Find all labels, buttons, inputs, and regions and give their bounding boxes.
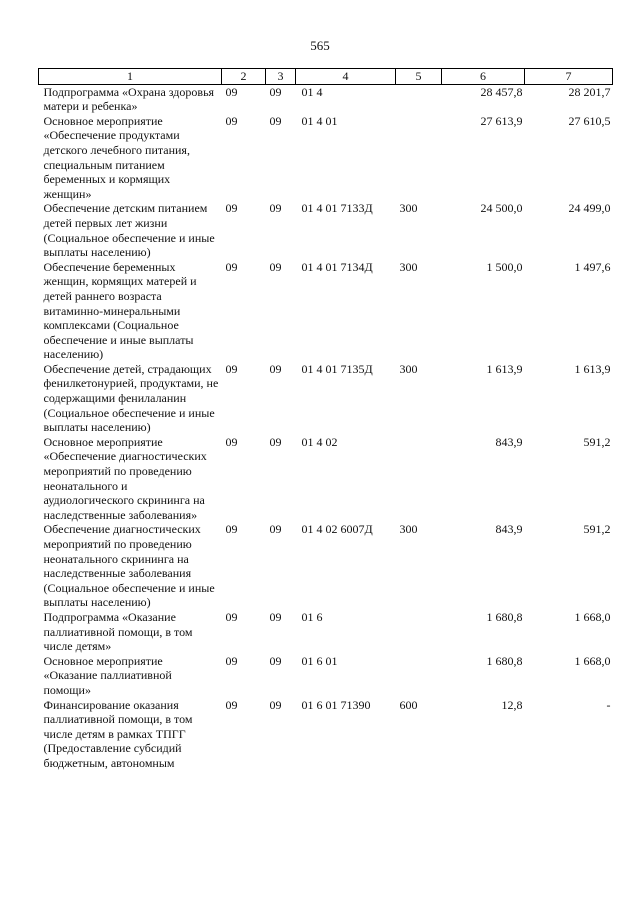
row-expense-type [396, 654, 442, 698]
row-subsection: 09 [269, 653, 282, 668]
row-name: Обеспечение детским питанием детей первых лет жизни (Социальное обеспечение и иные выплаты населению) [43, 201, 215, 260]
row-section: 09 [225, 361, 238, 376]
row-actual-amount: 24 499,0 [568, 201, 611, 216]
row-planned-amount: 843,9 [495, 434, 523, 449]
table-row [39, 435, 613, 523]
row-subsection: 09 [269, 434, 282, 449]
table-row [39, 654, 613, 698]
table-header-row [39, 69, 613, 85]
row-expense-type [396, 84, 442, 114]
row-name: Обеспечение диагностических мероприятий по проведению неонатального скрининга на наследственные заболевания (Социальное обеспечение и иные выплаты населению) [43, 522, 215, 610]
row-expense-type: 300 [399, 201, 418, 216]
row-subsection: 09 [269, 609, 282, 624]
row-target-code: 01 4 01 7134Д [301, 259, 373, 274]
row-planned-amount: 843,9 [495, 522, 523, 537]
table-row [39, 201, 613, 259]
row-subsection: 09 [269, 201, 282, 216]
budget-table [38, 68, 613, 771]
row-name: Подпрограмма «Охрана здоровья матери и ребенка» [43, 84, 215, 114]
row-actual-amount: 1 497,6 [574, 259, 611, 274]
row-section: 09 [225, 201, 238, 216]
row-planned-amount: 12,8 [501, 697, 523, 712]
page-number: 565 [310, 38, 330, 53]
row-actual-amount: 591,2 [583, 522, 611, 537]
header-col-7: 7 [525, 69, 613, 85]
table-row [39, 84, 613, 114]
row-expense-type [396, 435, 442, 523]
row-section: 09 [225, 259, 238, 274]
row-subsection: 09 [269, 259, 282, 274]
row-target-code: 01 6 01 71390 [301, 697, 371, 712]
row-expense-type: 300 [399, 259, 418, 274]
row-expense-type [396, 114, 442, 202]
row-actual-amount: 1 668,0 [574, 653, 611, 668]
row-planned-amount: 24 500,0 [480, 201, 523, 216]
table-row [39, 610, 613, 654]
row-target-code: 01 4 02 [301, 434, 338, 449]
row-planned-amount: 28 457,8 [480, 84, 523, 99]
row-actual-amount: 28 201,7 [568, 84, 611, 99]
row-actual-amount: - [606, 697, 611, 712]
header-col-5: 5 [396, 69, 442, 85]
row-subsection: 09 [269, 113, 282, 128]
table-row [39, 114, 613, 202]
row-target-code: 01 6 01 [301, 653, 338, 668]
row-expense-type: 600 [399, 697, 418, 712]
row-name: Обеспечение беременных женщин, кормящих матерей и детей раннего возраста витаминно-минеральными комплексами (Социальное обеспечение и иные выплаты населению) [43, 259, 197, 362]
table-row [39, 260, 613, 362]
row-section: 09 [225, 609, 238, 624]
table-row [39, 362, 613, 435]
row-name: Основное мероприятие «Обеспечение диагностических мероприятий по проведению неонатального и аудиологического скрининга на наследственные заболевания» [43, 434, 207, 522]
row-name: Финансирование оказания паллиативной помощи, в том числе детям в рамках ТПГГ (Предоставление субсидий бюджетным, автономным [43, 697, 193, 770]
row-target-code: 01 6 [301, 609, 323, 624]
row-section: 09 [225, 697, 238, 712]
row-expense-type: 300 [399, 522, 418, 537]
row-name: Обеспечение детей, страдающих фенилкетонурией, продуктами, не содержащими фенилаланин (Социальное обеспечение и иные выплаты населению) [43, 361, 219, 435]
row-target-code: 01 4 [301, 84, 323, 99]
row-section: 09 [225, 84, 238, 99]
table-row [39, 698, 613, 771]
header-col-3: 3 [266, 69, 296, 85]
row-subsection: 09 [269, 697, 282, 712]
row-planned-amount: 1 680,8 [486, 653, 523, 668]
row-section: 09 [225, 653, 238, 668]
row-target-code: 01 4 01 7133Д [301, 201, 373, 216]
row-subsection: 09 [269, 361, 282, 376]
header-col-6: 6 [442, 69, 525, 85]
row-name: Основное мероприятие «Оказание паллиативной помощи» [43, 653, 172, 697]
row-planned-amount: 1 500,0 [486, 259, 523, 274]
row-target-code: 01 4 01 [301, 113, 338, 128]
row-section: 09 [225, 113, 238, 128]
row-target-code: 01 4 01 7135Д [301, 361, 373, 376]
row-planned-amount: 27 613,9 [480, 113, 523, 128]
header-col-1: 1 [39, 69, 222, 85]
row-subsection: 09 [269, 84, 282, 99]
header-col-4: 4 [296, 69, 396, 85]
row-name: Подпрограмма «Оказание паллиативной помощи, в том числе детям» [43, 609, 193, 654]
header-col-2: 2 [222, 69, 266, 85]
row-subsection: 09 [269, 522, 282, 537]
row-actual-amount: 1 613,9 [574, 361, 611, 376]
row-actual-amount: 591,2 [583, 434, 611, 449]
table-row [39, 522, 613, 610]
row-section: 09 [225, 522, 238, 537]
row-planned-amount: 1 613,9 [486, 361, 523, 376]
row-expense-type [396, 610, 442, 654]
row-planned-amount: 1 680,8 [486, 609, 523, 624]
row-section: 09 [225, 434, 238, 449]
row-actual-amount: 1 668,0 [574, 609, 611, 624]
row-actual-amount: 27 610,5 [568, 113, 611, 128]
row-target-code: 01 4 02 6007Д [301, 522, 373, 537]
row-name: Основное мероприятие «Обеспечение продуктами детского лечебного питания, специальным питанием беременных и кормящих женщин» [43, 113, 190, 201]
row-expense-type: 300 [399, 361, 418, 376]
